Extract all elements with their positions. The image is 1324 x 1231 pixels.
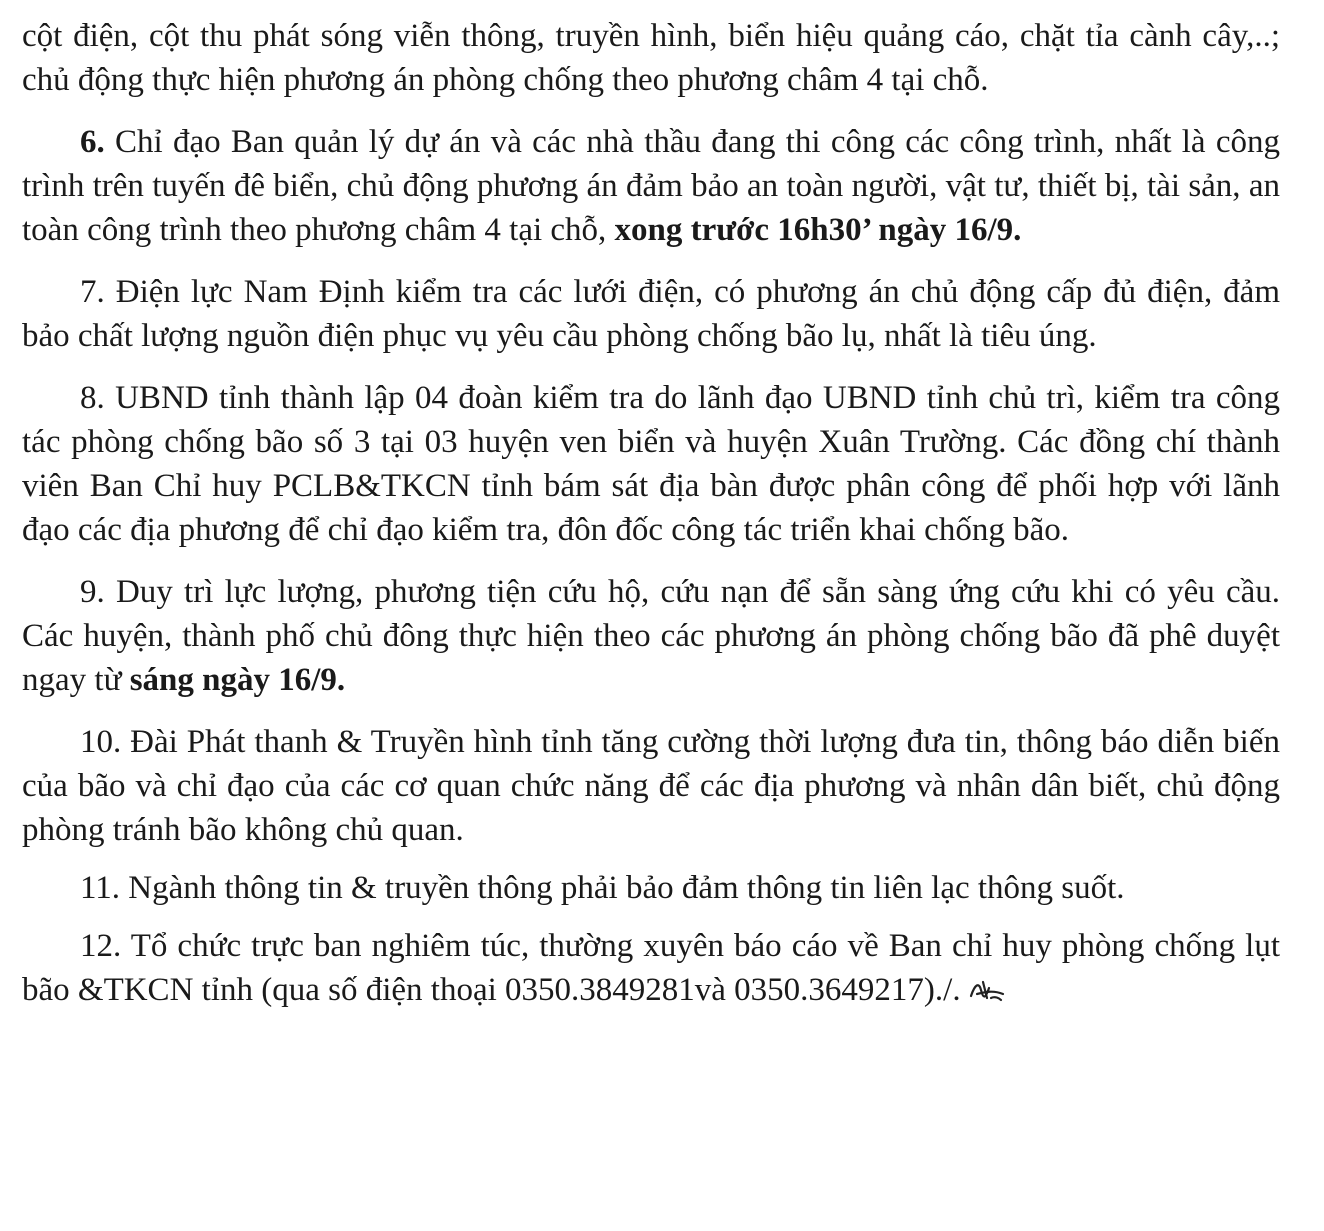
initials-signature-icon [967, 978, 1005, 1004]
paragraph-item-12 [22, 924, 1280, 1012]
paragraph-item-8 [22, 376, 1280, 552]
paragraph-text: cột điện, cột thu phát sóng viễn thông, truyền hình, biển hiệu quảng cáo, chặt tỉa cành cây,..; chủ động thực hiện phương án phòng chống theo phương châm 4 tại chỗ. [22, 18, 1280, 98]
paragraph-text: 7. Điện lực Nam Định kiểm tra các lưới điện, có phương án chủ động cấp đủ điện, đảm bảo chất lượng nguồn điện phục vụ yêu cầu phòng chống bão lụ, nhất là tiêu úng. [22, 274, 1280, 354]
paragraph-text: 9. Duy trì lực lượng, phương tiện cứu hộ, cứu nạn để sẵn sàng ứng cứu khi có yêu cầu. Các huyện, thành phố chủ đông thực hiện theo các phương án phòng chống bão đã phê duyệt ngay từ [22, 574, 1280, 698]
paragraph-item-7 [22, 270, 1280, 358]
paragraph-item-6 [22, 120, 1280, 252]
paragraph-text: 8. UBND tỉnh thành lập 04 đoàn kiểm tra do lãnh đạo UBND tỉnh chủ trì, kiểm tra công tác phòng chống bão số 3 tại 03 huyện ven biển và huyện Xuân Trường. Các đồng chí thành viên Ban Chỉ huy PCLB&TKCN tỉnh bám sát địa bàn được phân công để phối hợp với lãnh đạo các địa phương để chỉ đạo kiểm tra, đôn đốc công tác triển khai chống bão. [22, 380, 1280, 548]
item-number: 6. [80, 124, 105, 160]
paragraph-item-10 [22, 720, 1280, 852]
paragraph-text: 10. Đài Phát thanh & Truyền hình tỉnh tăng cường thời lượng đưa tin, thông báo diễn biến của bão và chỉ đạo của các cơ quan chức năng để các địa phương và nhân dân biết, chủ động phòng tránh bão không chủ quan. [22, 724, 1280, 848]
paragraph-text: 11. Ngành thông tin & truyền thông phải bảo đảm thông tin liên lạc thông suốt. [80, 870, 1125, 906]
document-page [22, 14, 1280, 1012]
deadline-text: sáng ngày 16/9. [129, 662, 346, 698]
paragraph-text: 12. Tổ chức trực ban nghiêm túc, thường xuyên báo cáo về Ban chỉ huy phòng chống lụt bão &TKCN tỉnh (qua số điện thoại 0350.3849281và 0350.3649217)./. [22, 928, 1280, 1008]
paragraph-text: Chỉ đạo Ban quản lý dự án và các nhà thầu đang thi công các công trình, nhất là công trình trên tuyến đê biển, chủ động phương án đảm bảo an toàn người, vật tư, thiết bị, tài sản, an toàn công trình theo phương châm 4 tại chỗ, [22, 124, 1280, 248]
paragraph-item-11 [22, 866, 1280, 910]
paragraph-item-9 [22, 570, 1280, 702]
deadline-text: xong trước 16h30’ ngày 16/9. [614, 212, 1022, 248]
paragraph-intro-continuation [22, 14, 1280, 102]
